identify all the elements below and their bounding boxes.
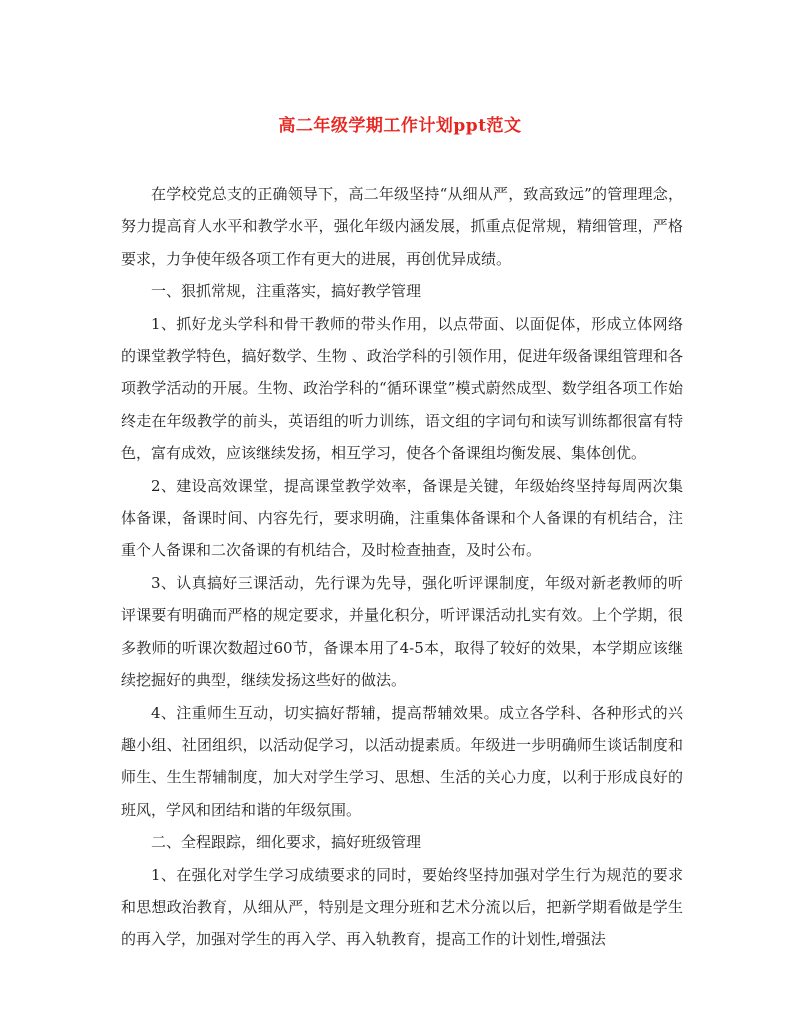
paragraph-1-2: 2、建设高效课堂，提高课堂教学效率，备课是关键，年级始终坚持每周两次集体备课，备课时间、内容先行，要求明确，注重集体备课和个人备课的有机结合，注重个人备课和二次备课的有机结合，及时检查抽查，及时公布。 bbox=[121, 476, 683, 560]
section-heading-2: 二、全程跟踪，细化要求，搞好班级管理 bbox=[151, 833, 422, 852]
paragraph-intro: 在学校党总支的正确领导下，高二年级坚持“从细从严，致高致远”的管理理念，努力提高育人水平和教学水平，强化年级内涵发展，抓重点促常规，精细管理，严格要求，力争使年级各项工作有更大的进展，再创优异成绩。 bbox=[121, 185, 683, 268]
paragraph-1-3: 3、认真搞好三课活动，先行课为先导，强化听评课制度，年级对新老教师的听评课要有明确而严格的规定要求，并量化积分，听评课活动扎实有效。上个学期，很多教师的听课次数超过60节，备课本用了4-5本，取得了较好的效果，本学期应该继续挖掘好的典型，继续发扬这些好的做法。 bbox=[121, 573, 683, 690]
section-heading-1: 一、狠抓常规，注重落实，搞好教学管理 bbox=[151, 282, 422, 301]
paragraph-2-1: 1、在强化对学生学习成绩要求的同时，要始终坚持加强对学生行为规范的要求和思想政治教育，从细从严，特别是文理分班和艺术分流以后，把新学期看做是学生的再入学，加强对学生的再入学、再入轨教育，提高工作的计划性,增强法 bbox=[121, 865, 683, 949]
document-title: 高二年级学期工作计划ppt范文 bbox=[278, 116, 522, 136]
paragraph-1-1: 1、抓好龙头学科和骨干教师的带头作用，以点带面、以面促体，形成立体网络的课堂教学特色，搞好数学、生物 、政治学科的引领作用，促进年级备课组管理和各项教学活动的开展。生物、政治学科的“循环课堂”模式蔚然成型、数学组各项工作始终走在年级教学的前头，英语组的听力训练，语文组的字词句和读写训练都很富有特色，富有成效，应该继续发扬，相互学习，使各个备课组均衡发展、集体创优。 bbox=[121, 314, 683, 463]
document-body bbox=[121, 178, 683, 956]
paragraph-1-4: 4、注重师生互动，切实搞好帮辅，提高帮辅效果。成立各学科、各种形式的兴趣小组、社团组织，以活动促学习，以活动提素质。年级进一步明确师生谈话制度和师生、生生帮辅制度，加大对学生学习、思想、生活的关心力度，以利于形成良好的班风，学风和团结和谐的年级氛围。 bbox=[121, 703, 683, 819]
